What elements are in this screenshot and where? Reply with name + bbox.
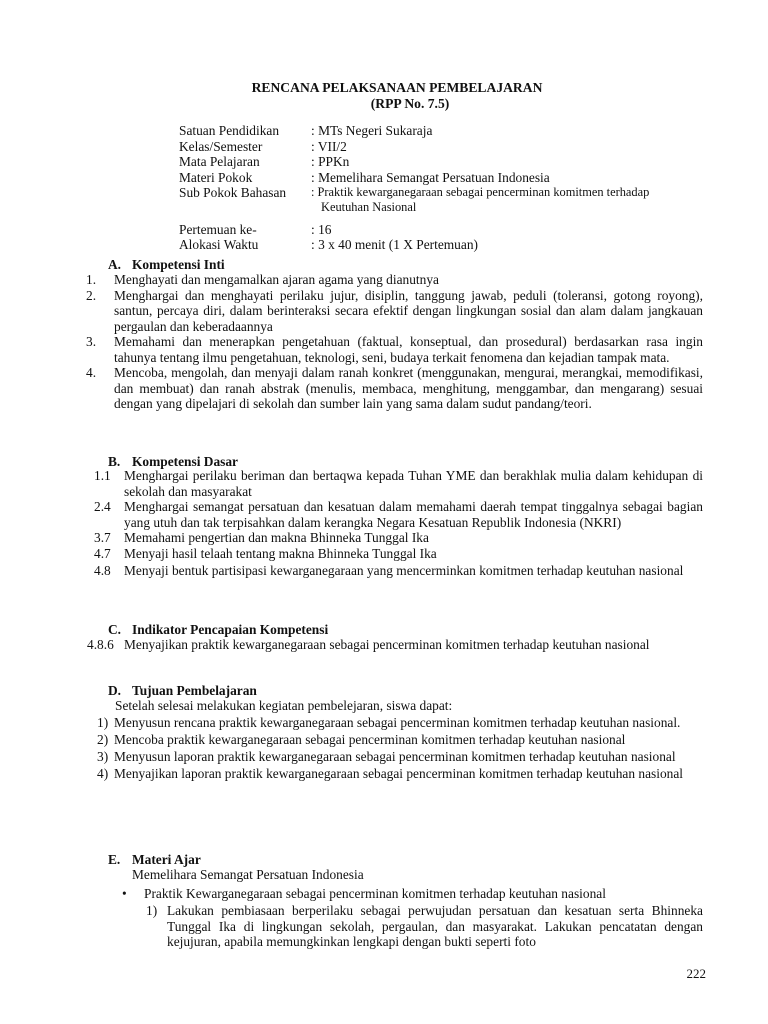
list-item — [97, 748, 703, 765]
identity-row — [179, 237, 649, 253]
section-title: Tujuan Pembelajaran — [132, 683, 257, 698]
section-letter: E. — [108, 852, 121, 867]
bullet-item — [122, 886, 606, 902]
section-title: Materi Ajar — [132, 852, 201, 867]
identity-key: Satuan Pendidikan — [179, 123, 280, 138]
list-item — [86, 288, 703, 335]
item-text: Lakukan pembiasaan berperilaku sebagai perwujudan persatuan dan kesatuan serta Bhinneka Tunggal Ika di lingkungan sekolah, pergaulan, dan masyarakat. Lakukan pencatatan dengan kejujuran, apabila memungkinkan lengkapi dengan bukti seperti foto — [167, 903, 703, 949]
section-e-intro: Memelihara Semangat Persatuan Indonesia — [132, 867, 364, 882]
identity-value-line-1: : Praktik kewarganegaraan sebagai pencerminan komitmen terhadap — [311, 185, 650, 200]
item-number: 1) — [97, 715, 109, 730]
list-item — [87, 637, 703, 653]
list-item — [94, 499, 703, 530]
section-letter: A. — [108, 257, 122, 272]
list-item — [94, 546, 703, 562]
item-text: Menyusun rencana praktik kewarganegaraan sebagai pencerminan komitmen terhadap keutuhan nasional. — [114, 715, 681, 730]
item-number: 1. — [86, 272, 97, 287]
section-title: Kompetensi Dasar — [132, 454, 239, 469]
list-item — [86, 334, 703, 365]
item-text: Menyusun laporan praktik kewarganegaraan sebagai pencerminan komitmen terhadap keutuhan nasional — [114, 749, 676, 764]
bullet-icon: • — [122, 886, 127, 901]
identity-table — [179, 123, 649, 253]
section-title: Kompetensi Inti — [132, 257, 225, 272]
item-text: Menyaji hasil telaah tentang makna Bhinneka Tunggal Ika — [124, 545, 437, 561]
section-d-list — [97, 714, 703, 782]
identity-value: : MTs Negeri Sukaraja — [311, 123, 433, 138]
item-number: 4.8 — [94, 563, 111, 578]
identity-value: : VII/2 — [311, 138, 347, 154]
identity-row — [179, 139, 649, 155]
title-line-2: (RPP No. 7.5) — [370, 96, 450, 111]
identity-key: Mata Pelajaran — [179, 154, 260, 170]
section-d-heading — [108, 683, 257, 699]
item-text: Memahami pengertian dan makna Bhinneka Tunggal Ika — [124, 530, 429, 545]
item-number: 2. — [86, 287, 97, 303]
list-item — [94, 468, 703, 499]
identity-value: : PPKn — [311, 154, 350, 170]
identity-value: : 3 x 40 menit (1 X Pertemuan) — [311, 237, 478, 253]
section-e-heading — [108, 852, 201, 868]
item-text: Menghayati dan mengamalkan ajaran agama yang dianutnya — [114, 272, 439, 287]
title-line-1: RENCANA PELAKSANAAN PEMBELAJARAN — [251, 80, 543, 95]
identity-value: : Memelihara Semangat Persatuan Indonesia — [311, 169, 550, 185]
section-e-list — [146, 903, 703, 950]
item-number: 3.7 — [94, 530, 111, 545]
bullet-text: Praktik Kewarganegaraan sebagai pencerminan komitmen terhadap keutuhan nasional — [144, 886, 606, 901]
list-item — [97, 714, 703, 731]
item-number: 1) — [146, 903, 158, 918]
section-c-list — [87, 637, 703, 653]
item-number: 2) — [97, 732, 109, 747]
item-text: Menghargai dan menghayati perilaku jujur, disiplin, tanggung jawab, peduli (toleransi, gotong royong), santun, percaya diri, dalam berinteraksi secara efektif dengan lingkungan sosial dan alam dalam jangkauan pergaulan dan keberadaannya — [114, 287, 703, 334]
item-text: Mencoba, mengolah, dan menyaji dalam ranah konkret (menggunakan, mengurai, merangkai, memodifikasi, dan membuat) dan ranah abstrak (menulis, membaca, menghitung, menggambar, dan mengarang) sesuai dengan yang dipelajari di sekolah dan sumber lain yang sama dalam sudut pandang/teori. — [114, 365, 703, 411]
section-a-list — [86, 272, 703, 412]
identity-key: Kelas/Semester — [179, 138, 263, 154]
identity-row — [179, 185, 649, 213]
page-number: 222 — [686, 966, 706, 981]
list-item — [97, 765, 703, 782]
section-c-heading — [108, 622, 328, 638]
identity-key: Pertemuan ke- — [179, 221, 257, 237]
identity-key: Sub Pokok Bahasan — [179, 185, 287, 201]
section-title: Indikator Pencapaian Kompetensi — [132, 622, 329, 637]
item-number: 4) — [97, 766, 109, 781]
section-d-intro: Setelah selesai melakukan kegiatan pembelejaran, siswa dapat: — [115, 698, 453, 713]
section-a-heading — [108, 257, 225, 273]
identity-value-line-2: Keutuhan Nasional — [321, 199, 417, 214]
identity-row — [179, 170, 649, 186]
identity-row — [179, 214, 649, 238]
item-text: Menyajikan laporan praktik kewarganegaraan sebagai pencerminan komitmen terhadap keutuhan nasional — [114, 766, 684, 781]
item-number: 4.7 — [94, 545, 111, 561]
item-number: 1.1 — [94, 468, 111, 483]
list-item — [94, 563, 703, 579]
section-letter: C. — [108, 622, 122, 637]
identity-row — [179, 123, 649, 139]
document-title — [0, 80, 768, 112]
item-text: Menyaji bentuk partisipasi kewarganegaraan yang mencerminkan komitmen terhadap keutuhan nasional — [124, 563, 684, 578]
item-text: Menghargai perilaku beriman dan bertaqwa kepada Tuhan YME dan berakhlak mulia dalam kehidupan di sekolah dan masyarakat — [124, 468, 703, 499]
list-item — [94, 530, 703, 546]
identity-row — [179, 154, 649, 170]
list-item — [97, 731, 703, 748]
item-number: 3. — [86, 334, 97, 349]
item-number: 4. — [86, 365, 97, 380]
list-item — [86, 272, 703, 288]
item-text: Menyajikan praktik kewarganegaraan sebagai pencerminan komitmen terhadap keutuhan nasional — [124, 637, 650, 652]
identity-key: Materi Pokok — [179, 169, 253, 185]
section-b-list — [94, 468, 703, 579]
item-text: Memahami dan menerapkan pengetahuan (faktual, konseptual, dan prosedural) berdasarkan rasa ingin tahunya tentang ilmu pengetahuan, teknologi, seni, budaya terkait fenomena dan kejadian tampak mata. — [114, 334, 703, 365]
item-number: 2.4 — [94, 499, 111, 514]
section-letter: B. — [108, 454, 121, 469]
item-text: Menghargai semangat persatuan dan kesatuan dalam memahami daerah tempat tinggalnya sebagai bagian yang utuh dan tak terpisahkan dalam kerangka Negara Kesatuan Republik Indonesia (NKRI) — [124, 499, 703, 530]
identity-value — [311, 185, 649, 213]
item-text: Mencoba praktik kewarganegaraan sebagai pencerminan komitmen terhadap keutuhan nasional — [114, 732, 626, 747]
list-item — [86, 365, 703, 412]
identity-key: Alokasi Waktu — [179, 237, 259, 253]
section-letter: D. — [108, 683, 122, 698]
item-number: 4.8.6 — [87, 637, 114, 652]
list-item — [146, 903, 703, 950]
item-number: 3) — [97, 749, 109, 764]
identity-value: : 16 — [311, 221, 332, 237]
